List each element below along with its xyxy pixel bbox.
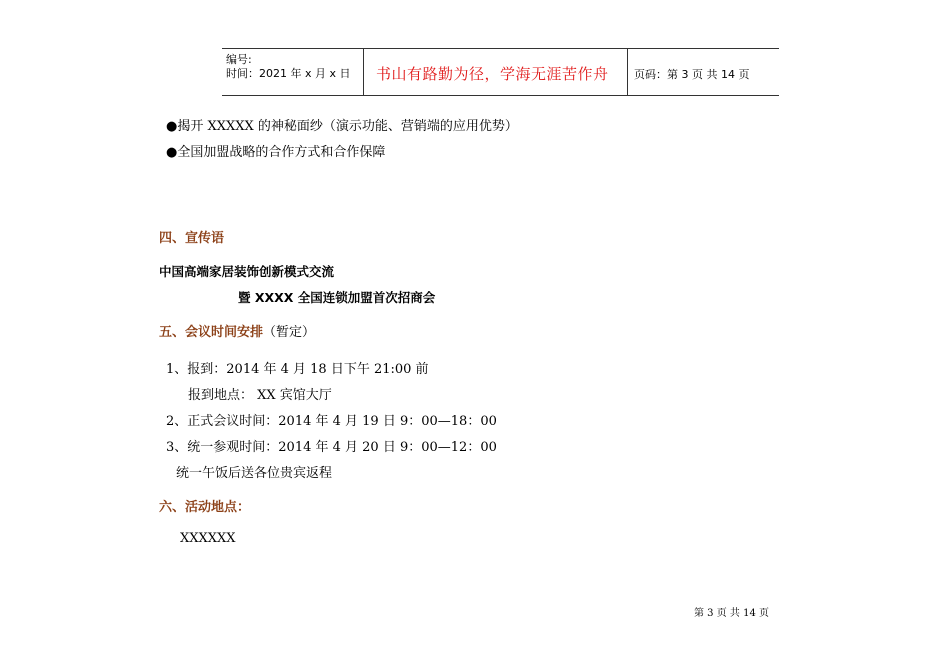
page-header [222, 48, 779, 96]
header-info-cell [222, 49, 364, 95]
bullet-item: ●揭开 XXXXX 的神秘面纱（演示功能、营销端的应用优势） [166, 119, 518, 134]
section-5-heading [159, 321, 315, 340]
page-footer: 第 3 页 共 14 页 [694, 608, 769, 619]
section-4-heading: 四、宣传语 [159, 231, 225, 246]
header-motto-cell [364, 49, 628, 95]
slogan-line-1: 中国高端家居装饰创新模式交流 [159, 264, 335, 279]
bullet-item: ●全国加盟战略的合作方式和合作保障 [166, 145, 386, 160]
section-6-heading: 六、活动地点： [159, 500, 251, 515]
code-label: 编号: [226, 53, 252, 66]
location-text: XXXXXX [180, 531, 236, 546]
header-page-info: 页码：第 3 页 共 14 页 [634, 68, 750, 81]
section-5-title: 五、会议时间安排 [159, 325, 264, 340]
time-label: 时间：2021 年 x 月 x 日 [226, 67, 351, 80]
schedule-item: 3、统一参观时间：2014 年 4 月 20 日 9：00—12：00 [166, 440, 497, 455]
schedule-item: 报到地点： XX 宾馆大厅 [188, 388, 332, 403]
schedule-item: 1、报到：2014 年 4 月 18 日下午 21:00 前 [166, 362, 429, 377]
section-5-note: （暂定） [263, 325, 316, 340]
header-motto: 书山有路勤为径，学海无涯苦作舟 [376, 65, 609, 83]
slogan-line-2: 暨 XXXX 全国连锁加盟首次招商会 [238, 290, 436, 305]
header-page-cell [628, 49, 779, 95]
schedule-item: 统一午饭后送各位贵宾返程 [176, 466, 333, 481]
schedule-item: 2、正式会议时间：2014 年 4 月 19 日 9：00—18：00 [166, 414, 497, 429]
